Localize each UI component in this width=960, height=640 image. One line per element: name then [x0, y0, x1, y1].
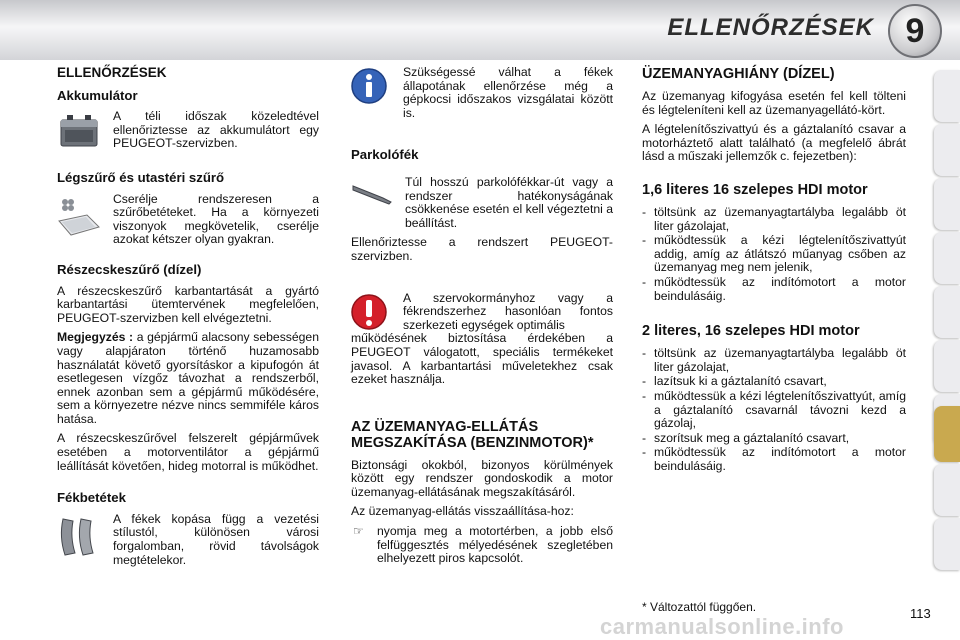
- section-tab-2[interactable]: [934, 124, 960, 176]
- list-item: - működtessük az indítómotort a motor beindulásáig.: [642, 276, 906, 303]
- section-tab-6[interactable]: [934, 340, 960, 392]
- parking-brake-icon: [351, 176, 393, 206]
- note-text: a gépjármű alacsony sebességen vagy alapjáraton történő huzamosabb használatát követő gyorsításkor a kipufogón át esetlegesen vízgőz távozhat a rendszerből, ennek azonban sem a gépjármű működésére, sem a környezetre nézve nincs semmiféle káros hatása.: [57, 330, 319, 426]
- section-tab-3[interactable]: [934, 178, 960, 230]
- hdi16-heading: 1,6 literes 16 szelepes HDI motor: [642, 181, 868, 198]
- footnote: * Változattól függően.: [642, 600, 757, 614]
- hdi16-steps: [642, 206, 906, 303]
- info-text: Szükségessé válhat a fékek állapotának ellenőrzése még a gépkocsi időszakos vizsgálatai között is.: [403, 65, 613, 120]
- section-tab-10[interactable]: [934, 518, 960, 570]
- section-tab-1[interactable]: [934, 70, 960, 122]
- note-label: Megjegyzés :: [57, 330, 134, 345]
- list-item: - szorítsuk meg a gáztalanító csavart,: [642, 432, 906, 446]
- particle-filter-text-3: A részecskeszűrővel felszerelt gépjárművek esetében a motorventilátor a gépjármű leállítását követően, hideg motorral is működhet.: [57, 431, 319, 473]
- section-tab-9-active[interactable]: [934, 406, 960, 462]
- watermark: carmanualsonline.info: [600, 614, 844, 639]
- fuel-cutoff-text-1: Biztonsági okokból, bizonyos körülmények között egy rendszer gondoskodik a motor üzemanyag-ellátásának megszakításáról.: [351, 457, 613, 499]
- page-number: 113: [910, 606, 931, 621]
- air-filter-heading: Légszűrő és utastéri szűrő: [57, 169, 225, 185]
- air-filter-text: Cserélje rendszeresen a szűrőbetéteket. Ha a környezeti viszonyok megkövetelik, cserélje azokat kétszer olyan gyakran.: [113, 191, 319, 247]
- battery-text: A téli időszak közeledtével ellenőriztesse az akkumulátort egy PEUGEOT-szervizben.: [113, 109, 319, 151]
- warning-text-lead: A szervokormányhoz vagy a fékrendszerhez hasonlóan fontos szerkezeti egységek optimális: [403, 290, 613, 332]
- chapter-badge: [888, 4, 942, 58]
- brake-pads-text: A fékek kopása függ a vezetési stílustól, különösen városi forgalomban, rövid távolságok megtételekor.: [113, 511, 319, 567]
- list-item: - működtessük az indítómotort a motor beindulásáig.: [642, 446, 906, 473]
- fuel-shortage-text-1: Az üzemanyag kifogyása esetén fel kell tölteni és légteleníteni kell az üzemanyagellátó-kört.: [642, 89, 906, 117]
- particle-filter-heading: Részecskeszűrő (dízel): [57, 261, 202, 277]
- parking-brake-text-2: Ellenőriztesse a rendszert PEUGEOT-szervizben.: [351, 235, 613, 263]
- section-title: ELLENŐRZÉSEK: [57, 65, 167, 80]
- air-filter-icon: [57, 193, 101, 243]
- list-item: - lazítsuk ki a gáztalanító csavart,: [642, 375, 906, 389]
- section-tab-5[interactable]: [934, 286, 960, 338]
- hdi2-heading: 2 literes, 16 szelepes HDI motor: [642, 323, 860, 340]
- section-tab-8[interactable]: [934, 464, 960, 516]
- list-item: - működtessük a kézi légtelenítőszivattyút addig, amíg az átlátszó műanyag csőben az üzemanyag meg nem jelenik,: [642, 234, 906, 275]
- column-middle: [351, 66, 613, 566]
- chapter-number: 9: [905, 11, 925, 50]
- parking-brake-heading: Parkolófék: [351, 147, 419, 163]
- brake-pads-heading: Fékbetétek: [57, 490, 126, 506]
- particle-filter-text-1: A részecskeszűrő karbantartását a gyártó karbantartási ütemtervének megfelelően, PEUGEOT-szervizben kell elvégeztetni.: [57, 283, 319, 325]
- list-item: - működtessük a kézi légtelenítőszivattyút, amíg a gáztalanító csavarnál távozni kezd a gázolaj,: [642, 390, 906, 431]
- battery-heading: Akkumulátor: [57, 87, 138, 103]
- fuel-cutoff-steps: [351, 525, 613, 566]
- info-icon: [351, 66, 387, 106]
- fuel-shortage-text-2: A légtelenítőszivattyú és a gáztalanító csavar a motorháztető alatt található (a megfelelő ábrát lásd a műszaki jellemzők c. fejezetben):: [642, 122, 906, 164]
- battery-icon: [57, 110, 101, 150]
- fuel-cutoff-text-2: Az üzemanyag-ellátás visszaállítása-hoz:: [351, 504, 574, 519]
- particle-filter-note: [57, 331, 319, 426]
- section-tab-4[interactable]: [934, 232, 960, 284]
- warning-icon: [351, 292, 387, 332]
- parking-brake-text: Túl hosszú parkolófékkar-út vagy a rendszer hatékonyságának csökkenése esetén el kell végeztetni a beállítást.: [405, 174, 613, 230]
- list-item: ☞ nyomja meg a motortérben, a jobb első felfüggesztés mélyedésének szegletében elhelyezett piros kapcsolót.: [353, 524, 613, 566]
- hdi2-steps: [642, 347, 906, 473]
- page-title: ELLENŐRZÉSEK: [667, 14, 874, 41]
- list-item: - töltsünk az üzemanyagtartályba legalább öt liter gázolajat,: [642, 206, 906, 233]
- pointer-icon: ☞: [353, 524, 364, 539]
- fuel-shortage-heading: ÜZEMANYAGHIÁNY (DÍZEL): [642, 66, 835, 82]
- column-right: [642, 66, 906, 479]
- column-left: [57, 66, 319, 573]
- fuel-cutoff-heading: AZ ÜZEMANYAG-ELLÁTÁS MEGSZAKÍTÁSA (BENZINMOTOR)*: [351, 418, 594, 451]
- list-item: - töltsünk az üzemanyagtartályba legalább öt liter gázolajat,: [642, 347, 906, 374]
- warning-text-rest: működésének biztosítása érdekében a PEUGEOT válogatott, speciális termékeket javasol. A karbantartási műveletekhez csak ezeket használja.: [351, 331, 613, 387]
- brake-pads-icon: [57, 513, 101, 561]
